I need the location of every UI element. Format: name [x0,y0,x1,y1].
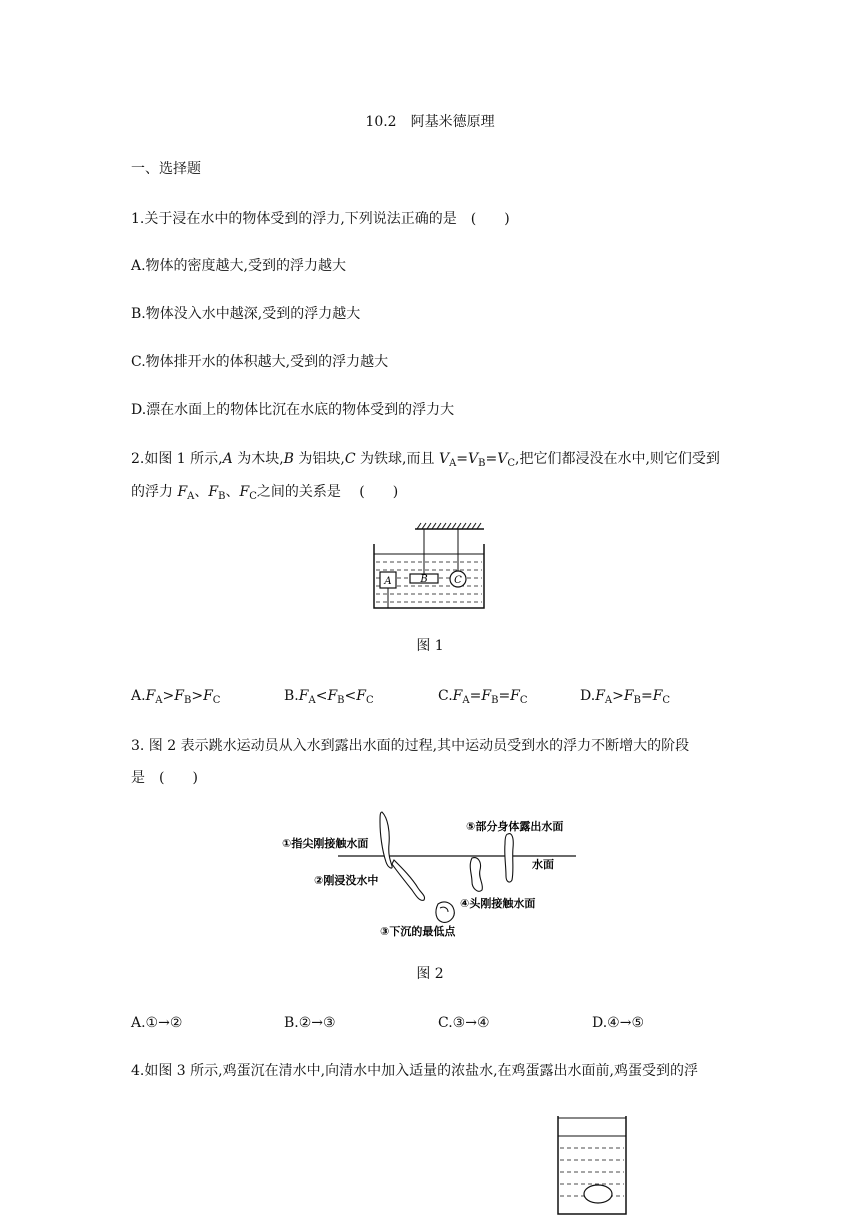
figure-1-diagram [368,522,494,614]
q2-text: 的浮力 [131,484,178,500]
q3-option-b: B.②→③ [284,1015,336,1031]
q2-sub: B [183,695,192,706]
q2-f: F [652,688,663,704]
q3-stem-line2: 是 ( ) [131,770,198,786]
q2-sub: A [462,695,470,706]
rel: = [498,688,511,704]
q2-sub: C [662,695,671,706]
figure-2-diagram [276,804,586,944]
q2-sep: 、 [194,484,209,500]
rel: > [191,688,204,704]
figure-3-diagram [556,1116,628,1216]
q2-eq: = [456,451,469,467]
label-c: C [454,575,462,586]
figure-2-caption: 图 2 [416,966,444,982]
q2-text: ,把它们都浸没在水中,则它们受到 [515,451,720,467]
q2-text: 为铝块, [293,451,345,467]
q3-option-c: C.③→④ [438,1015,490,1031]
diver-4 [470,858,482,892]
label-a: A [384,576,392,587]
q2-f: F [239,484,250,500]
fig2-label-4: ④头刚接触水面 [460,897,536,910]
q2-f: F [327,688,338,704]
option-letter: C. [438,688,453,704]
q2-f: F [452,688,463,704]
q2-v: V [438,451,450,467]
q2-stem-line2 [131,483,398,506]
q4-stem: 4.如图 3 所示,鸡蛋沉在清水中,向清水中加入适量的浓盐水,在鸡蛋露出水面前,鸡蛋受到的浮 [131,1063,698,1079]
q2-f: F [481,688,492,704]
section-heading: 一、选择题 [131,161,201,177]
label-b: B [420,574,428,585]
fig2-label-5: ⑤部分身体露出水面 [466,820,564,833]
q2-option-d [580,687,670,710]
fig2-label-1: ①指尖刚接触水面 [282,837,369,850]
egg [584,1185,612,1203]
rel: > [162,688,175,704]
diver-3 [436,902,454,922]
q1-option-b: B.物体没入水中越深,受到的浮力越大 [131,306,361,322]
q2-sep: 、 [225,484,240,500]
q2-text: 2.如图 1 所示, [131,451,223,467]
q2-option-b [284,687,374,710]
q2-sub: C [212,695,221,706]
option-letter: A. [131,688,146,704]
rel: = [640,688,653,704]
q2-option-a [131,687,220,710]
q2-v: V [497,451,508,467]
q2-f: F [174,688,184,704]
q2-f: F [356,688,366,704]
option-letter: D. [580,688,596,704]
q2-v: V [468,451,479,467]
q2-sub: C [519,695,528,706]
q2-option-c [438,687,528,710]
q1-option-c: C.物体排开水的体积越大,受到的浮力越大 [131,354,389,370]
q2-var-b: B [283,451,294,467]
q1-option-d: D.漂在水面上的物体比沉在水底的物体受到的浮力大 [131,402,455,418]
diver-5 [505,834,514,882]
q2-text: 之间的关系是 ( ) [256,484,399,500]
q2-f: F [208,484,219,500]
q2-f: F [177,484,188,500]
rel: = [469,688,482,704]
q2-sub: A [604,695,613,706]
q2-sub: B [491,695,499,706]
rel: < [344,688,357,704]
diver-1 [380,812,392,868]
fig2-label-2: ②刚浸没水中 [314,874,379,887]
rel: < [315,688,328,704]
q2-f: F [623,688,634,704]
fig2-label-water: 水面 [532,858,554,871]
q1-option-a: A.物体的密度越大,受到的浮力越大 [131,258,347,274]
q2-stem-line1 [131,450,720,473]
q2-sub: B [478,458,486,469]
diver-2 [392,860,425,900]
option-letter: B. [284,688,299,704]
figure-1-caption: 图 1 [416,638,444,654]
q3-option-d: D.④→⑤ [592,1015,645,1031]
q2-text: 为木块, [232,451,284,467]
q2-sub: A [187,491,195,502]
q2-sub: B [218,491,226,502]
q2-sub: A [308,695,316,706]
q2-f: F [595,688,605,704]
q2-eq: = [485,451,498,467]
q2-sub: B [633,695,641,706]
q2-f: F [203,688,213,704]
q2-var-c: C [344,451,356,467]
q2-sub: C [249,491,257,502]
q2-sub: A [449,458,457,469]
q2-var-a: A [222,451,233,467]
q2-f: F [510,688,520,704]
q2-sub: B [337,695,345,706]
q2-sub: C [365,695,374,706]
q2-sub: C [507,458,516,469]
q1-stem: 1.关于浸在水中的物体受到的浮力,下列说法正确的是 ( ) [131,211,510,227]
q2-f: F [145,688,156,704]
fig2-label-3: ③下沉的最低点 [380,925,456,938]
page-title: 10.2 阿基米德原理 [365,114,495,130]
rel: > [612,688,624,704]
q3-stem-line1: 3. 图 2 表示跳水运动员从入水到露出水面的过程,其中运动员受到水的浮力不断增大的阶段 [131,738,690,754]
q2-text: 为铁球,而且 [355,451,439,467]
q2-sub: A [155,695,163,706]
q3-option-a: A.①→② [131,1015,183,1031]
q2-f: F [298,688,309,704]
